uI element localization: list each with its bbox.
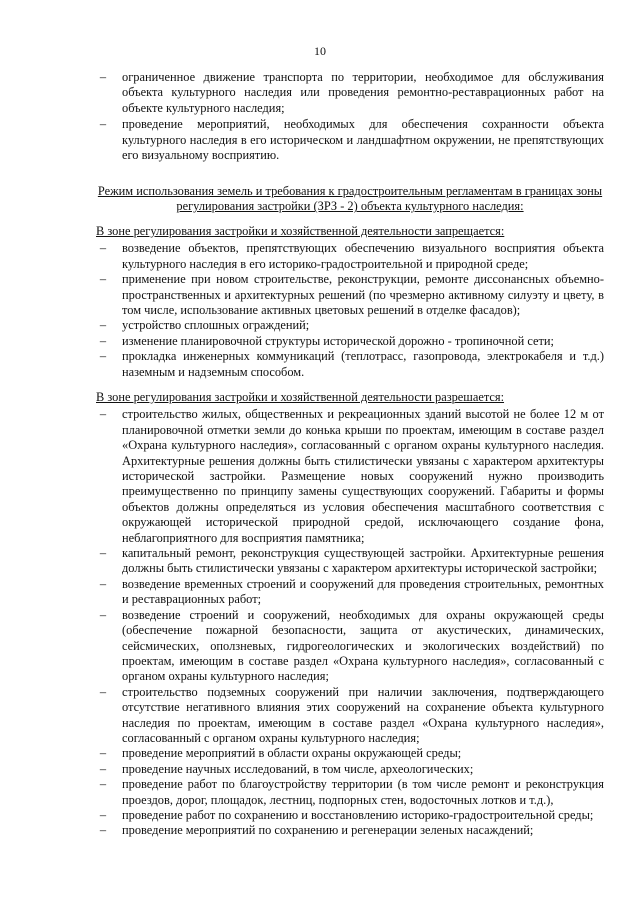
list-item-text: проведение мероприятий по сохранению и регенерации зеленых насаждений;: [122, 823, 534, 838]
prohibited-section: [96, 224, 604, 380]
list-item: [96, 407, 604, 546]
allowed-list: [96, 407, 604, 838]
bullet-dash: –: [99, 272, 107, 287]
bullet-dash: –: [99, 607, 107, 622]
bullet-dash: –: [99, 70, 107, 84]
bullet-dash: –: [99, 761, 107, 776]
bullet-dash: –: [99, 349, 107, 364]
list-item-text: возведение объектов, препятствующих обеспечению визуального восприятия объекта культурного наследия в его историко-градостроительной и природной среде;: [122, 241, 604, 271]
top-list-block: [96, 70, 604, 164]
bullet-dash: –: [99, 807, 107, 822]
list-item-text: проведение работ по благоустройству территории (в том числе ремонт и реконструкция проездов, дорог, площадок, лестниц, подпорных стен, водосточных лотков и т.д.),: [122, 777, 604, 807]
bullet-dash: –: [99, 823, 107, 838]
list-item: [96, 70, 604, 116]
list-item-text: изменение планировочной структуры исторической дорожно - тропиночной сети;: [122, 333, 554, 348]
list-item-text: прокладка инженерных коммуникаций (теплотрасс, газопровода, электрокабеля и т.д.) наземным и надземным способом.: [122, 349, 604, 379]
list-item-text: проведение научных исследований, в том числе, археологических;: [122, 761, 474, 776]
bullet-dash: –: [99, 407, 107, 422]
list-item-text: проведение мероприятий в области охраны окружающей среды;: [122, 746, 462, 761]
list-item-text: ограниченное движение транспорта по территории, необходимое для обслуживания объекта культурного наследия или проведения ремонтно-реставрационных работ на объекте культурного наследия;: [122, 70, 604, 115]
list-item: [96, 823, 604, 838]
bullet-dash: –: [99, 777, 107, 792]
list-item: [96, 685, 604, 747]
list-item-text: капитальный ремонт, реконструкция существующей застройки. Архитектурные решения должны быть стилистически увязаны с характером архитектуры исторической застройки;: [122, 546, 604, 576]
page-number: 10: [314, 44, 326, 58]
list-item-text: устройство сплошных ограждений;: [122, 318, 310, 333]
bullet-dash: –: [99, 117, 107, 132]
list-item: [96, 808, 604, 823]
bullet-dash: –: [99, 241, 107, 256]
list-item: [96, 777, 604, 808]
prohibited-heading: В зоне регулирования застройки и хозяйственной деятельности запрещается:: [96, 224, 505, 238]
top-list: [96, 70, 604, 163]
list-item: [96, 546, 604, 577]
list-item: [96, 334, 604, 349]
bullet-dash: –: [99, 333, 107, 348]
list-item-text: проведение мероприятий, необходимых для обеспечения сохранности объекта культурного наследия в его историческом и ландшафтном окружении, не препятствующих его визуальному восприятию.: [122, 117, 604, 163]
list-item: [96, 272, 604, 318]
list-item: [96, 608, 604, 685]
list-item: [96, 577, 604, 608]
list-item-text: проведение работ по сохранению и восстановлению историко-градостроительной среды;: [122, 807, 594, 822]
prohibited-list: [96, 241, 604, 380]
regime-title: Режим использования земель и требования к градостроительным регламентам в границах зоны регулирования застройки (ЗРЗ - 2) объекта культурного наследия:: [97, 184, 603, 214]
list-item-text: строительство подземных сооружений при наличии заключения, подтверждающего отсутствие негативного влияния этих сооружений на сохранение объекта культурного наследия по проектам, имеющим в составе раздел «Охрана культурного наследия», согласованный с органом охраны культурного наследия;: [122, 684, 604, 745]
list-item-text: возведение строений и сооружений, необходимых для охраны окружающей среды (обеспечение пожарной безопасности, защита от акустических, динамических, сейсмических, оползневых, гидрогеологических и экологических воздействий) по проектам, имеющим в составе раздел «Охрана культурного наследия», согласованный с органом охраны культурного наследия;: [122, 607, 604, 684]
allowed-section: [96, 390, 604, 839]
list-item: [96, 746, 604, 761]
list-item-text: возведение временных строений и сооружений для проведения строительных, ремонтных и реставрационных работ;: [122, 576, 604, 607]
allowed-heading: В зоне регулирования застройки и хозяйственной деятельности разрешается:: [96, 390, 505, 404]
bullet-dash: –: [99, 546, 107, 561]
bullet-dash: –: [99, 318, 107, 333]
bullet-dash: –: [99, 576, 107, 591]
list-item: [96, 117, 604, 163]
list-item-text: строительство жилых, общественных и рекреационных зданий высотой не более 12 м от планировочной отметки земли до конька крыши по проектам, имеющим в составе раздел «Охрана культурного наследия», согласованный с органом охраны культурного наследия. Архитектурные решения должны быть стилистически увязаны с характером архитектуры исторической застройки. Размещение новых сооружений нужно производить преимущественно по принципу замены существующих сооружений. Габариты и формы объектов должны определяться из условия обеспечения масштабного соответствия с окружающей исторической природной средой, исключающего создание фона, неблагоприятного для восприятия памятника;: [122, 407, 604, 545]
list-item: [96, 318, 604, 333]
bullet-dash: –: [99, 746, 107, 761]
list-item: [96, 349, 604, 380]
list-item: [96, 241, 604, 272]
list-item-text: применение при новом строительстве, реконструкции, ремонте диссонансных объемно-пространственных и архитектурных решений (по чрезмерно активному силуэту и цвету, в том числе, использование активных цветовых решений в отделке фасадов);: [122, 272, 604, 318]
bullet-dash: –: [99, 684, 107, 699]
list-item: [96, 762, 604, 777]
